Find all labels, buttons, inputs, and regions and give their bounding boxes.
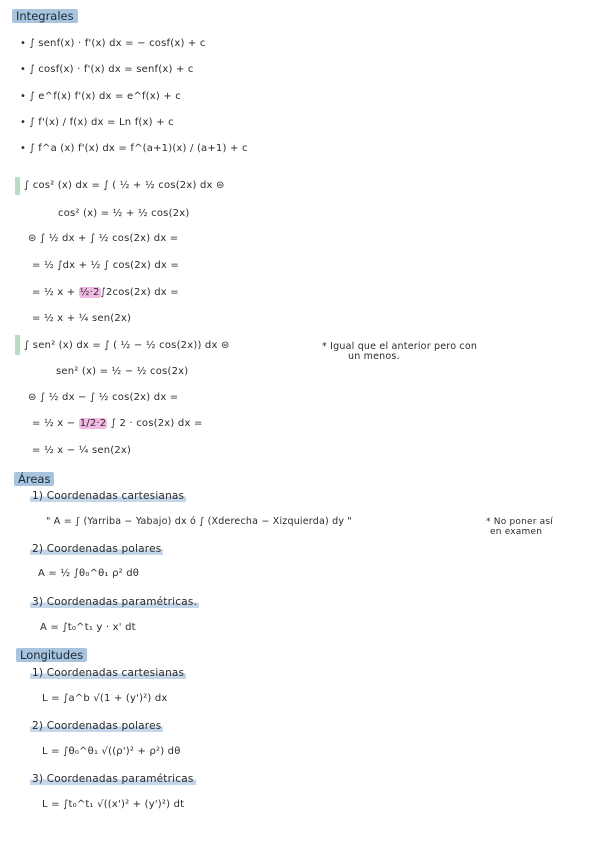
sen2-step-2-head: = ½ x − (32, 418, 79, 429)
header-areas: Áreas (14, 472, 54, 486)
areas-cart-note-2: en examen (490, 527, 543, 537)
cos2-step-2: = ½ ∫dx + ½ ∫ cos(2x) dx = (32, 260, 180, 271)
sen2-note-1: * Igual que el anterior pero con (322, 341, 478, 352)
areas-cart-note-1: * No poner así (486, 517, 553, 527)
sen2-step-3: = ½ x − ¼ sen(2x) (32, 445, 132, 456)
formula-power: • ∫ f^a (x) f'(x) dx = f^(a+1)(x) / (a+1) + c (20, 143, 248, 154)
formula-exp: • ∫ e^f(x) f'(x) dx = e^f(x) + c (20, 91, 181, 102)
sen2-step-2-mark: 1/2·2 (79, 418, 107, 429)
formula-sen: • ∫ senf(x) · f'(x) dx = − cosf(x) + c (20, 38, 206, 49)
formula-ln: • ∫ f'(x) / f(x) dx = Ln f(x) + c (20, 117, 174, 128)
sen2-step-2-tail: ∫ 2 · cos(2x) dx = (110, 418, 203, 429)
header-longitudes: Longitudes (16, 648, 87, 662)
sen2-title: ∫ sen² (x) dx = ∫ ( ½ − ½ cos(2x)) dx ⊜ (24, 340, 230, 351)
cos2-step-3-head: = ½ x + (32, 287, 79, 298)
section-marker-cos2 (15, 177, 20, 195)
sen2-step-2 (32, 418, 203, 429)
long-cart-title: 1) Coordenadas cartesianas (32, 667, 185, 679)
cos2-step-3-tail: ∫2cos(2x) dx = (100, 287, 179, 298)
long-cart-formula: L = ∫a^b √(1 + (y')²) dx (42, 693, 168, 704)
cos2-step-3 (32, 287, 179, 298)
cos2-step-1: ⊜ ∫ ½ dx + ∫ ½ cos(2x) dx = (28, 233, 179, 244)
areas-polar-title: 2) Coordenadas polares (32, 543, 162, 555)
header-integrales: Integrales (12, 9, 78, 23)
areas-cart-title: 1) Coordenadas cartesianas (32, 490, 185, 502)
long-param-title: 3) Coordenadas paramétricas (32, 773, 194, 785)
sen2-step-1: ⊜ ∫ ½ dx − ∫ ½ cos(2x) dx = (28, 392, 179, 403)
long-polar-formula: L = ∫θ₀^θ₁ √((ρ')² + ρ²) dθ (42, 746, 181, 757)
cos2-step-3-mark: ½·2 (79, 287, 100, 298)
areas-polar-formula: A = ½ ∫θ₀^θ₁ ρ² dθ (38, 568, 140, 579)
areas-param-title: 3) Coordenadas paramétricas. (32, 596, 198, 608)
long-polar-title: 2) Coordenadas polares (32, 720, 162, 732)
cos2-identity: cos² (x) = ½ + ½ cos(2x) (58, 208, 190, 219)
long-param-formula: L = ∫t₀^t₁ √((x')² + (y')²) dt (42, 799, 185, 810)
sen2-note-2: un menos. (348, 351, 400, 362)
areas-param-formula: A = ∫t₀^t₁ y · x' dt (40, 622, 136, 633)
section-marker-sen2 (15, 335, 20, 355)
formula-cos: • ∫ cosf(x) · f'(x) dx = senf(x) + c (20, 64, 194, 75)
cos2-title: ∫ cos² (x) dx = ∫ ( ½ + ½ cos(2x) dx ⊜ (24, 180, 225, 191)
sen2-identity: sen² (x) = ½ − ½ cos(2x) (56, 366, 189, 377)
areas-cart-formula: " A = ∫ (Yarriba − Yabajo) dx ó ∫ (Xderecha − Xizquierda) dy " (46, 516, 352, 527)
cos2-step-4: = ½ x + ¼ sen(2x) (32, 313, 132, 324)
